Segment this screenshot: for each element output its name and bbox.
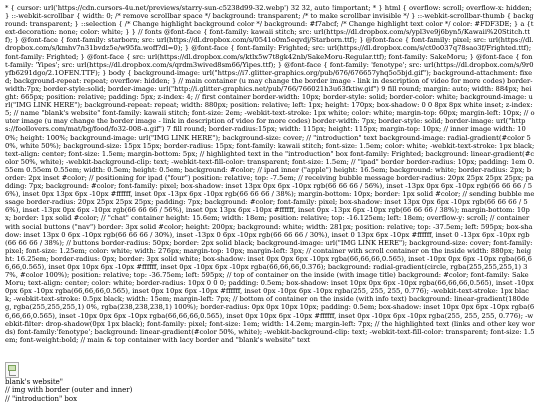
broken-image-icon [5,362,19,378]
text-line-intro-comment: // "introduction" box [5,394,78,403]
text-line-website-name: blank's website" [5,378,64,386]
css-code-text: * { cursor: url('https://cdn.cursors-4u.net/previews/starry-sun-c5238d99-32.webp') 32 32, auto !important; * } html { overflow: scroll; overflow-x: hidden; } ::-webkit-scrollbar { width: 0; /* remove scrollbar space */ background: transparent; /* to make scrollbar invisible */ } ::-webkit-scrollbar-thumb { background: transparent; } ::selection { /* Change highlight background color */ background: #f7abcf; /* Change highlight text color */ color: #FDF3DE; } a {text-decoration: none; color: white; } } // fonts @font-face { font-family: kawaii stitch; src: url(https://dl.dropbox.com/s/ypl3ve9j6byn5/Kawaii%20Stitch.ttf); } @font-face { font-family: starborn; src: url(https://dl.dropbox.com/s/0541o0m5eqvdj/Starborn.ttf); } @font-face { font-family: pixel; src: url(https://dl.dropbox.com/s/kmhv7n31bvdz5e/w95fa.woff?dl=0); } @font-face { font-family: Frighted; src: url(https://dl.dropbox.com/s/ct0o037q78sao3f/Frighted.ttf); font-family: Frighted; } @font-face { src: url(https://dl.dropbox.com/s/ktlx5w7t8gk42nb/SakeMoru-Regular.ttf); font-family: SakeMoru; } @font-face { font-family: 'Yipes'; src: url(https://dl.dropbox.com/s/qrdm3wived8sm66/Yipes.ttf); } @font-face { font-family: 'fenotype'; src: url(https://dl.dropbox.com/s/9r0yfb6291dgo/2.1OFEN.TTF); } body { background-image: url("https://i7.glitter-graphics.org/pub/676/676657yhq5o5bjd.gif"); background-attachment: fixed; background-repeat: repeat; overflow: hidden; } // main container (u may change the border image - link in description of video for more codes) border-width:7px; border-style:solid; border-image: url("http://i.glitter-graphics.net/pub/766/766021h3u63fktiw.gif") 9 fill round; margin: auto; width: 884px; height: 665px; position: relative; padding: 5px; z-index: 4; // first container border-width: 10px; border-style: solid; border-color: white; background-image: url("IMG LINK HERE"); background-repeat: repeat; width: 880px; position: relative; left: 1px; height: 170px; box-shadow: 0 0 8px 8px white inset; z-index: 5; // name "blank's website" font-family: kawaii stitch; font-size: 2em; -webkit-text-stroke: 1px white; color: white; margin-top: 60px; margin-left: 10px; // outer image (u may change the border image - link in description of video for more codes) border-width: 7px; border-style: solid; border-image: url("https://foollovers.com/mat/bg/food/fo32-008-a.gif") 7 fill round; border-radius:15px; width: 115px; height: 115px; margin-top: 10px; // inner image width: 100%; height: 100%; background-image: url("IMG LINK HERE"); background-size: cover; // "introduction" text background-image: radial-gradient(#color 50%, white 50%); background-size: 15px 15px; border-radius: 15px; font-family: kawaii stitch; font-size: 1.5em; color: white; -webkit-text-stroke: 1px black; text-align: center; font-size: 1.5em; margin-bottom: 5px; // highlighted text in the "introduction" box font-family: Frighted; background: linear-gradient(#color 50%, white); -webkit-background-clip: text; -webkit-text-fill-color: transparent; font-size: 1.5em; // "ipad" border border-radius: 10px; padding: 1em 0.55em 0.55em 0.55em; width: 0.5em; height: 0.5em; background: #color; // ipad inner ("apple") height: 16.5em; background: white; border-radius: 2px; border: 2px inset #color; // positioning for ipad ("four") position: relative; top: -7.5em; // receiving bubble message border-radius: 20px 25px 25px 25px; padding: 7px; background: #color; font-family: pixel; box-shadow: inset 13px 0px 6px -10px rgb(66 66 66 / 56%), inset -13px 0px 6px -10px rgb(66 66 66 / 56%), inset 0px 13px 6px -10px #ffffff, inset 0px -13px 6px -10px rgb(66 66 66 / 38%); margin-bottom: 10px; border: 1px solid #color; // sending bubble message border-radius: 20px 25px 25px 25px; padding: 7px; background: #color; font-family: pixel; box-shadow: inset 13px 0px 6px -10px rgb(66 66 66 / 56%), inset -13px 0px 6px -10px rgb(66 66 66 / 56%), inset 0px 13px 6px -10px #ffffff, inset 0px -13px 6px -10px rgb(66 66 66 / 38%); margin-bottom: 10px; border: 1px solid #color; // "chat" container height: 15.6em; width: 18em; position: relative; top: -16.125em; left: 18em; overflow-y: scroll; // container with social buttons ("nav") border: 3px solid #color; height: 200px; background: white; width: 281px; position: relative; top: -37.5em; left: 595px; box-shadow: inset 13px 0 6px -10px rgb(66 66 66 / 30%), inset -13px 0 6px -10px rgb(66 66 66 / 30%), inset 0 13px 6px -10px #ffffff, inset 0 -13px 6px -10px rgb(66 66 66 / 38%); // buttons border-radius: 50px; border: 2px solid black; background-image: url("IMG LINK HERE"); background-size: cover; font-family: pixel; font-size: 1.25em; color: white; width: 276px; margin-top: 10px; margin-left: 3px; // container with scroll container on the inside width: 880px; height: 16.25em; border-radius: 0px; border: 3px solid white; box-shadow: inset 0px 0px 6px -10px rgba(66,66,66,0.565), inset -10px 0px 6px -10px rgba(66,66,66,0.565), inset 0px 10px 6px -10px #ffffff, inset 0px -10px 6px -10px rgba(66,66,66,0.376); background: radial-gradient(circle, rgba(255,255,255,1) 37%, #color 100%); position: relative; top: -36.75em; left: 595px; // top of container on the inside (with image title) background: #color; font-family: SakeMoru; text-align: center; color: white; border-radius: 10px 0 0 0; padding: 0.5em; box-shadow: inset 10px 0px 6px -10px rgba(66,66,66,0.565), inset -10px 0px 6px -10px rgba(66,66,66,0.565), inset 0px 10px 6px -10px #ffffff, inset 0px -10px 6px -10px rgba(255, 255, 255, 0.776); -webkit-text-stroke: 1px black; -webkit-text-stroke: 0.5px black; width: 15em; margin-left: 7px; // bottom of container on the inside (with info text) background: linear-gradient(180deg, rgba(255,255,255,1) 0%, rgba(238,238,238,1) 100%); border-radius: 0px 0px 10px 10px; padding: 0.5em; box-shadow: inset 10px 0px 6px -10px rgba(66,66,66,0.565), inset -10px 0px 6px -10px rgba(66,66,66,0.565), inset 0px 10px 6px -10px #ffffff, inset 0px -10px 6px -10px rgba(255, 255, 255, 0.776); -webkit-filter: drop-shadow(0px 1px black); font-family: pixel; font-size: 1em; width: 14.2em; margin-left: 7px; // the highlighted text (links and other key words) font-family:'fenotype'; background: linear-gradient(#color 50%, white); -webkit-background-clip: text; -webkit-text-fill-color: transparent; font-size: 1.5em; font-weight:bold; // main & top container with lacy border and "blank's website" text [5,4,535,344]
text-line-img-comment: // img with border (outer and inner) [5,386,133,395]
